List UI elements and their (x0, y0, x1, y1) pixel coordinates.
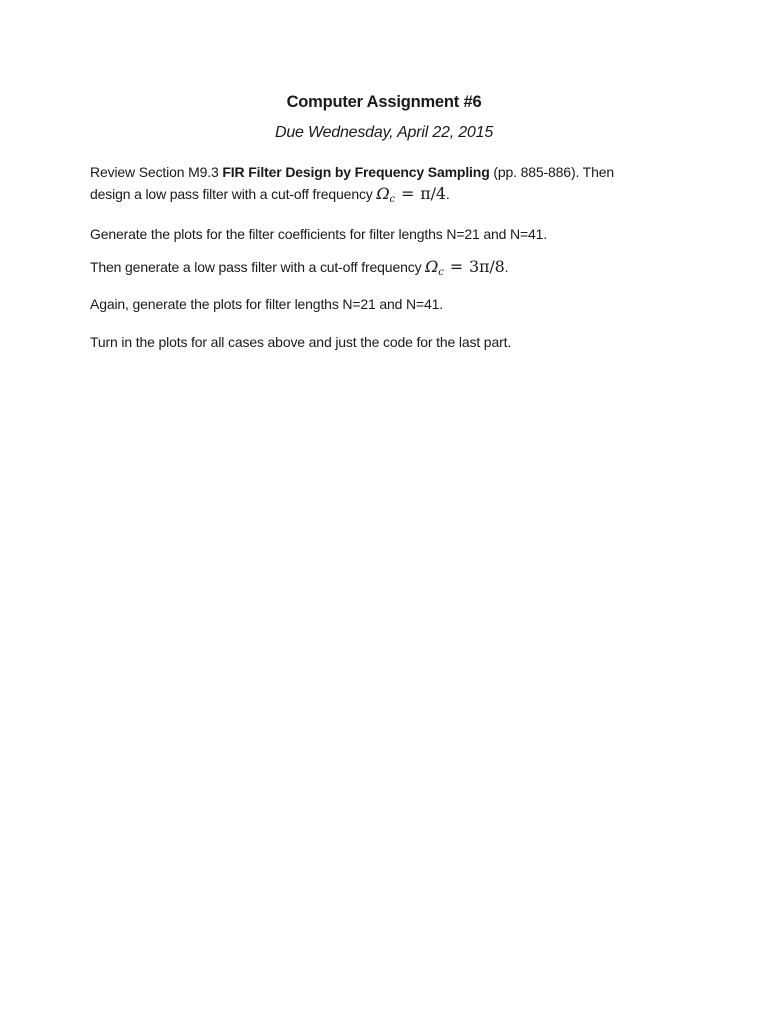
omega-symbol: Ω (425, 257, 439, 276)
paragraph-text: Review Section M9.3 (90, 164, 223, 180)
paragraph-text: Then generate a low pass filter with a cut-off frequency (90, 259, 426, 275)
equals-sign: = (400, 184, 415, 203)
period: . (445, 186, 450, 202)
paragraph-text: design a low pass filter with a cut-off frequency (90, 186, 377, 202)
paragraph-text: (pp. 885-886). Then (489, 164, 614, 180)
paragraph-review-section (90, 161, 690, 205)
period: . (504, 259, 509, 275)
due-date: Due Wednesday, April 22, 2015 (274, 124, 494, 141)
cutoff-formula (376, 184, 445, 203)
omega-subscript: c (438, 267, 444, 278)
cutoff-value: π/4 (420, 184, 446, 203)
section-title-bold: FIR Filter Design by Frequency Sampling (222, 164, 490, 180)
cutoff-formula (425, 257, 505, 276)
document-title: Computer Assignment #6 (286, 93, 482, 111)
paragraph-generate-plots: Generate the plots for the filter coefficients for filter lengths N=21 and N=41. (90, 226, 548, 242)
cutoff-value: 3π/8 (469, 257, 505, 276)
paragraph-again-generate: Again, generate the plots for filter lengths N=21 and N=41. (90, 296, 444, 312)
omega-symbol: Ω (376, 184, 390, 203)
equals-sign: = (449, 257, 463, 276)
paragraph-turn-in: Turn in the plots for all cases above and just the code for the last part. (90, 334, 512, 350)
paragraph-second-filter (90, 256, 690, 278)
omega-subscript: c (389, 194, 395, 205)
